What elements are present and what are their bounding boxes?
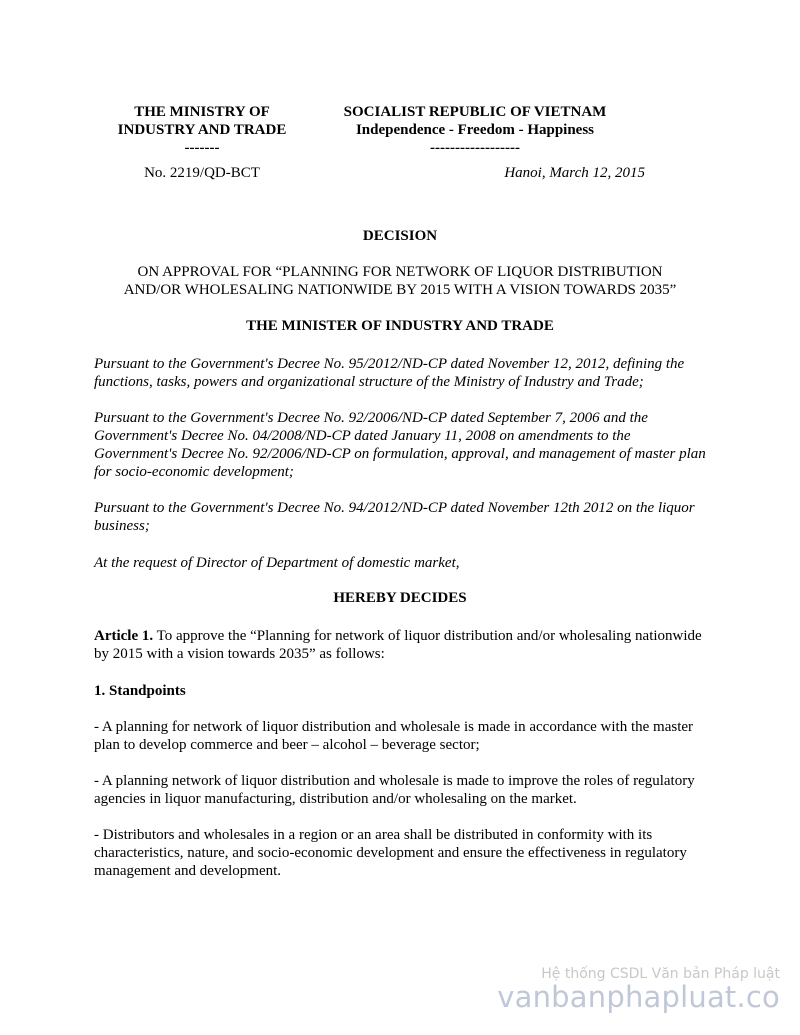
- decides-heading: HEREBY DECIDES: [333, 590, 467, 606]
- preamble-2: Pursuant to the Government's Decree No. 92/2006/ND-CP dated September 7, 2006 and the Government's Decree No. 04/2008/ND-CP dated January 11, 2008 on amendments to the Government's Decree No. 92/2006/ND-CP on formulation, approval, and management of master plan for socio-economic development;: [94, 410, 706, 480]
- document-date: Hanoi, March 12, 2015: [504, 165, 645, 181]
- issuer-line-2: INDUSTRY AND TRADE: [117, 122, 287, 138]
- issuer-rule: -------: [184, 140, 220, 156]
- standpoint-3: - Distributors and wholesales in a region or an area shall be distributed in conformity with its characteristics, nature, and socio-economic development and ensure the effectiveness in regulatory management and development.: [94, 827, 687, 879]
- standpoint-2: - A planning network of liquor distribution and wholesale is made to improve the roles of regulatory agencies in liquor manufacturing, distribution and/or wholesaling on the market.: [94, 773, 695, 807]
- watermark-caption: Hệ thống CSDL Văn bản Pháp luật: [541, 966, 780, 982]
- national-title-line-2: Independence - Freedom - Happiness: [355, 122, 595, 138]
- preamble-1: Pursuant to the Government's Decree No. 95/2012/ND-CP dated November 12, 2012, defining the functions, tasks, powers and organizational structure of the Ministry of Industry and Trade;: [94, 356, 685, 390]
- issuer-block: [94, 103, 310, 157]
- document-number: No. 2219/QD-BCT: [144, 165, 260, 181]
- issuer-line-1: THE MINISTRY OF: [134, 104, 270, 120]
- standpoint-1: - A planning for network of liquor distribution and wholesale is made in accordance with the master plan to develop commerce and beer – alcohol – beverage sector;: [94, 719, 694, 753]
- national-title-rule: ------------------: [430, 140, 520, 156]
- preamble-4: At the request of Director of Department of domestic market,: [94, 555, 460, 571]
- authority-title: THE MINISTER OF INDUSTRY AND TRADE: [246, 318, 554, 334]
- article-1-label: Article 1.: [94, 628, 154, 644]
- national-title-block: [330, 103, 620, 157]
- watermark-site: vanbanphapluat.co: [497, 980, 780, 1014]
- article-1-text: To approve the “Planning for network of liquor distribution and/or wholesaling nationwide by 2015 with a vision towards 2035” as follows:: [94, 628, 702, 662]
- preamble-3: Pursuant to the Government's Decree No. 94/2012/ND-CP dated November 12th 2012 on the liquor business;: [94, 500, 695, 534]
- subject-line-2: AND/OR WHOLESALING NATIONWIDE BY 2015 WITH A VISION TOWARDS 2035”: [123, 282, 677, 298]
- decision-title: DECISION: [362, 228, 438, 244]
- article-1: [94, 627, 714, 663]
- section-1-heading: 1. Standpoints: [94, 683, 186, 699]
- subject-line-1: ON APPROVAL FOR “PLANNING FOR NETWORK OF LIQUOR DISTRIBUTION: [137, 264, 663, 280]
- national-title-line-1: SOCIALIST REPUBLIC OF VIETNAM: [343, 104, 607, 120]
